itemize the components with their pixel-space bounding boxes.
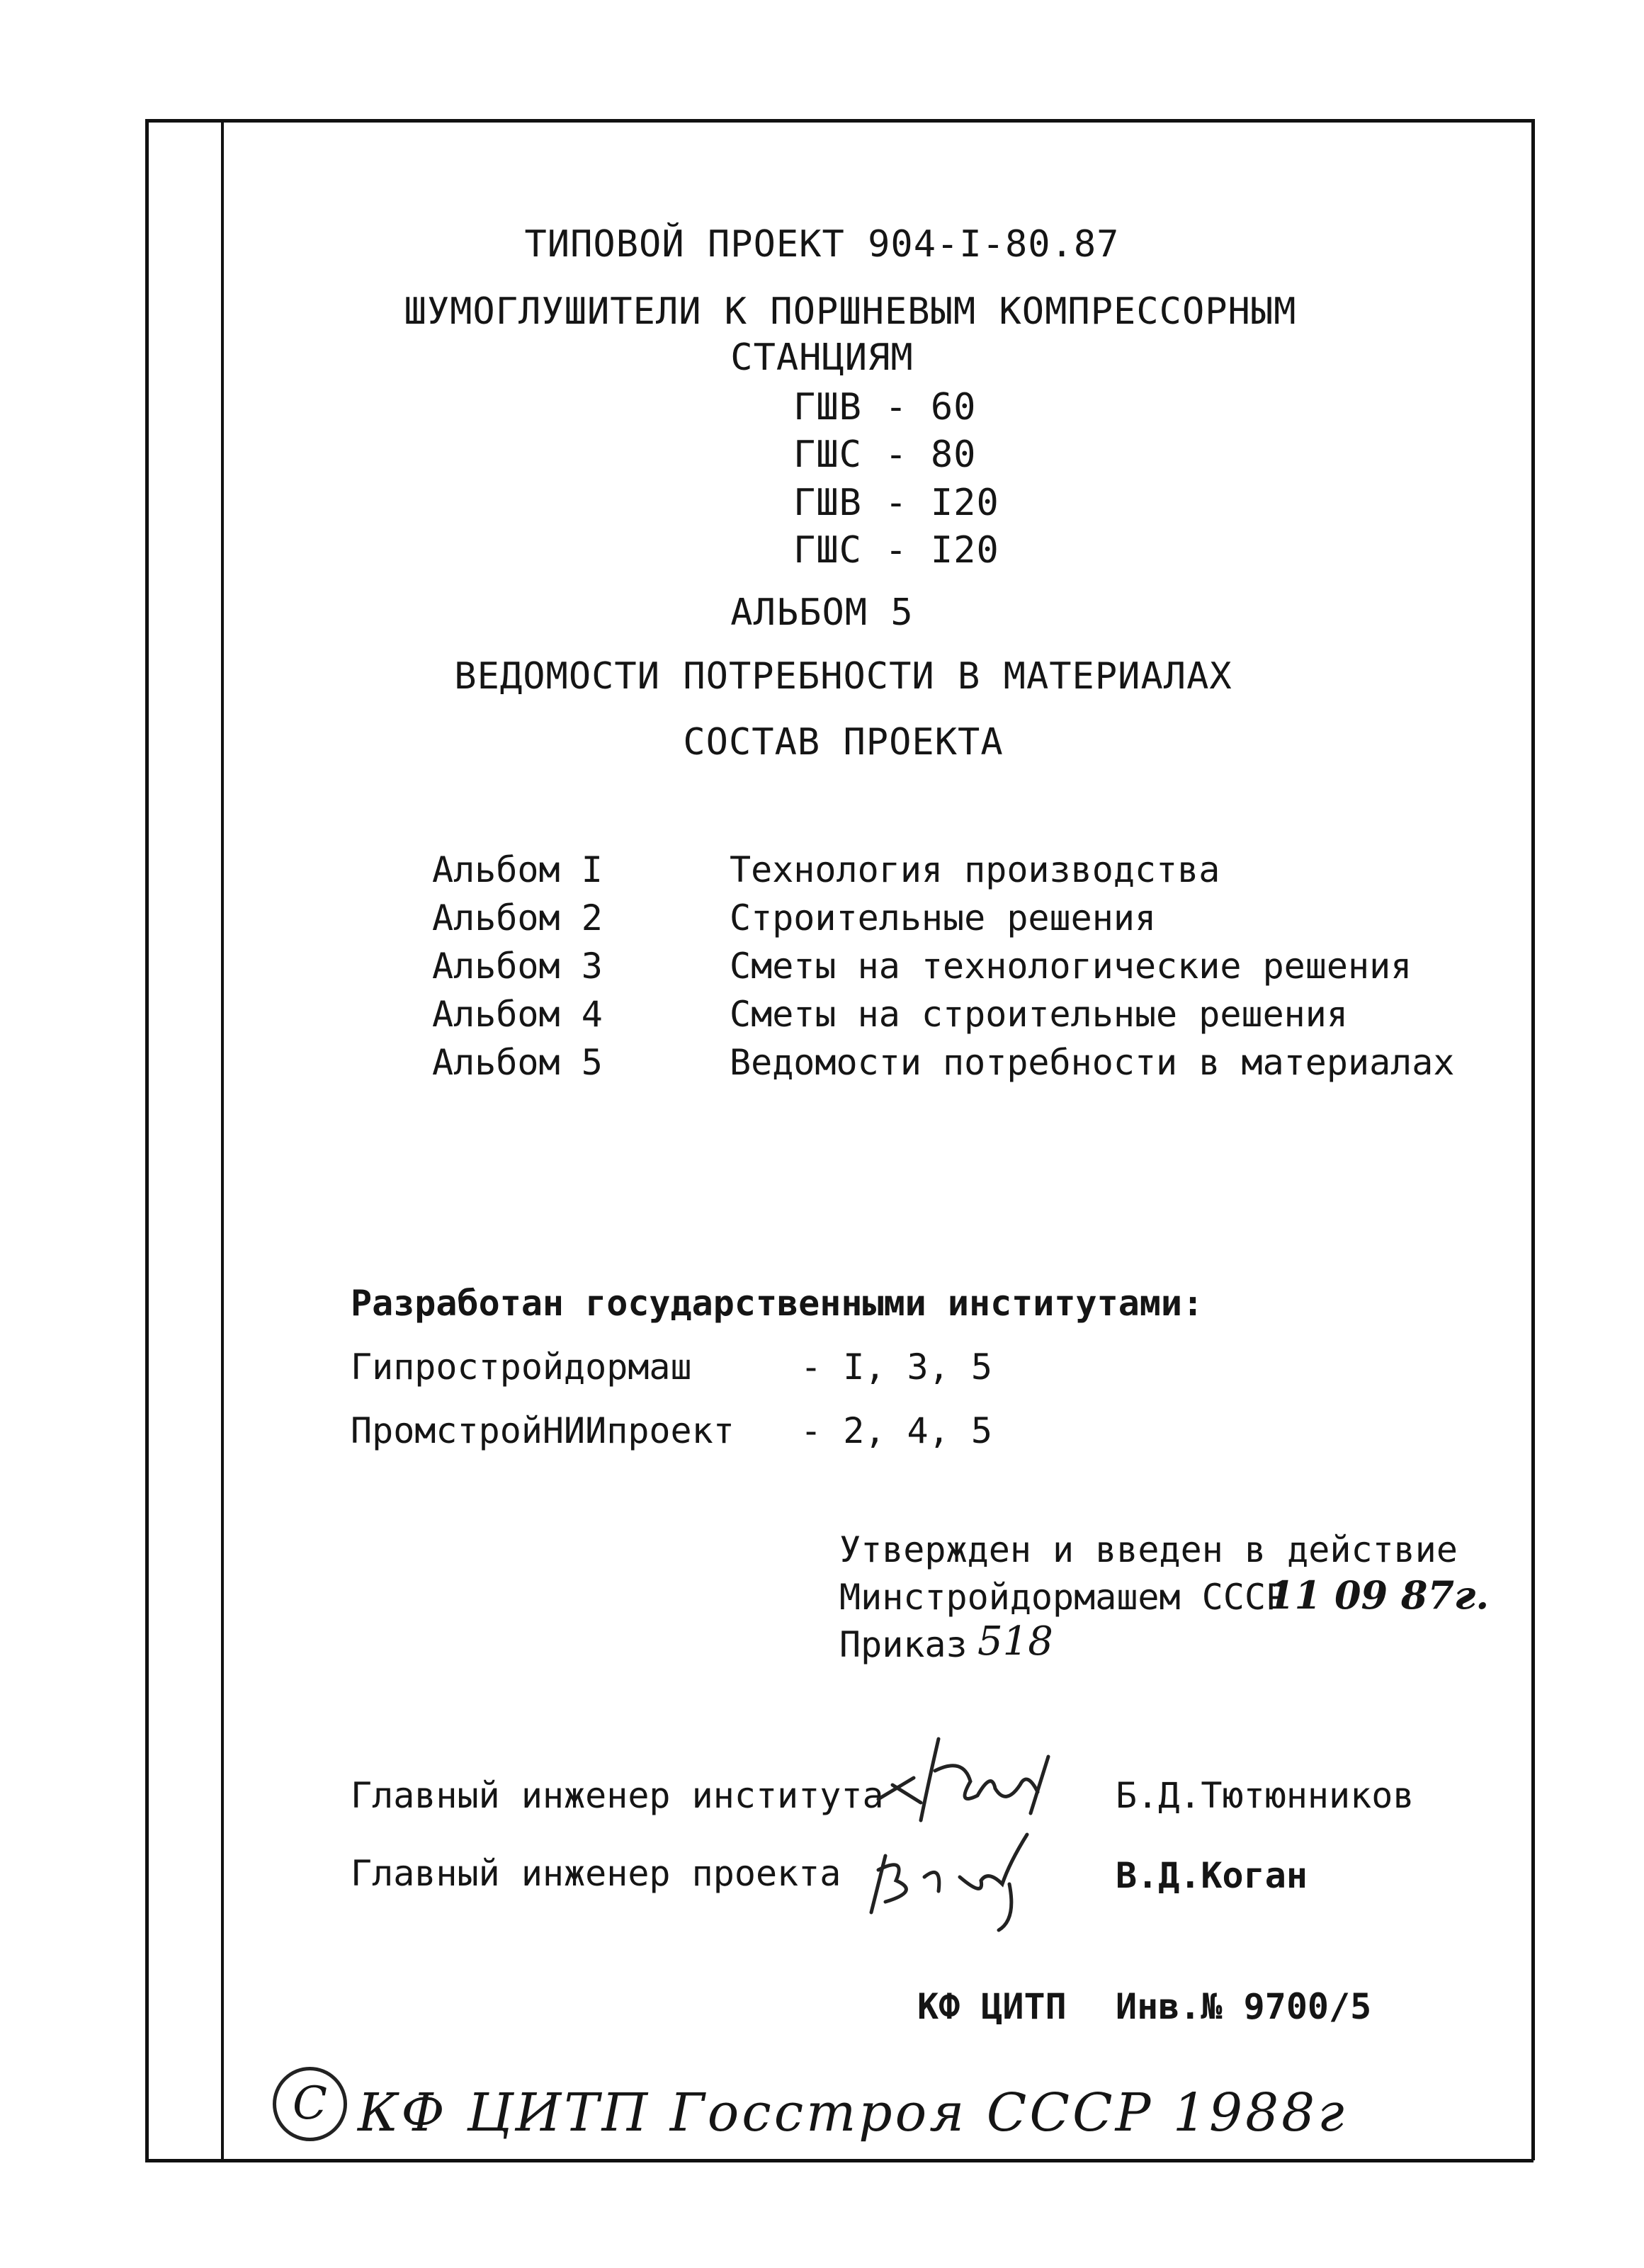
album-number: АЛЬБОМ 5	[730, 591, 914, 634]
copyright-text: КФ ЦИТП Госстроя СССР 1988г	[358, 2082, 1347, 2143]
project-number: ТИПОВОЙ ПРОЕКТ 904-I-80.87	[524, 223, 1120, 266]
developer-albums: - 2, 4, 5	[800, 1410, 992, 1451]
developers-heading: Разработан государственными институтами:	[351, 1283, 1204, 1324]
composition-heading: СОСТАВ ПРОЕКТА	[683, 721, 1004, 764]
project-title: ШУМОГЛУШИТЕЛИ К ПОРШНЕВЫМ КОМПРЕССОРНЫМ	[404, 290, 1297, 333]
model-4: ГШС - I20	[793, 529, 999, 572]
model-3: ГШВ - I20	[793, 482, 999, 524]
signature-scribble	[857, 1813, 1091, 1937]
footer-org: КФ ЦИТП	[917, 1986, 1067, 2027]
frame-right-line	[1531, 119, 1535, 2160]
project-title-cont: СТАНЦИЯМ	[730, 336, 914, 379]
album-title: Строительные решения	[730, 897, 1157, 939]
album-title: Сметы на строительные решения	[730, 994, 1348, 1035]
developer-albums: - I, 3, 5	[800, 1346, 992, 1388]
frame-binding-line	[221, 119, 224, 2160]
album-name: Альбом 4	[432, 994, 603, 1035]
developer-name: ПромстройНИИпроект	[351, 1410, 735, 1451]
album-name: Альбом 2	[432, 897, 603, 939]
album-name: Альбом 5	[432, 1042, 603, 1083]
album-name: Альбом I	[432, 849, 603, 890]
signature-name: Б.Д.Тютюнников	[1116, 1775, 1415, 1816]
signature-name: В.Д.Коган	[1116, 1855, 1308, 1896]
frame-top-line	[145, 119, 1534, 123]
album-title: Сметы на технологические решения	[730, 946, 1412, 987]
frame-bottom-line	[145, 2159, 1534, 2162]
model-2: ГШС - 80	[793, 433, 977, 476]
approval-date: 11 09 87г.	[1268, 1572, 1490, 1618]
approval-order-label: Приказ	[839, 1624, 968, 1665]
copyright-symbol: С	[273, 2067, 347, 2141]
signature-role: Главный инженер института	[351, 1775, 884, 1816]
album-title: Ведомости потребности в материалах	[730, 1042, 1455, 1083]
inventory-number: Инв.№ 9700/5	[1116, 1986, 1372, 2027]
approval-order-number: 518	[977, 1618, 1053, 1665]
album-subtitle: ВЕДОМОСТИ ПОТРЕБНОСТИ В МАТЕРИАЛАХ	[454, 655, 1232, 698]
album-name: Альбом 3	[432, 946, 603, 987]
model-1: ГШВ - 60	[793, 386, 977, 429]
approval-authority: Минстройдормашем СССР	[839, 1577, 1288, 1618]
frame-left-line	[145, 119, 149, 2160]
signature-role: Главный инженер проекта	[351, 1853, 841, 1894]
developer-name: Гипростройдормаш	[351, 1346, 692, 1388]
approval-line: Утвержден и введен в действие	[839, 1529, 1458, 1570]
album-title: Технология производства	[730, 849, 1220, 890]
